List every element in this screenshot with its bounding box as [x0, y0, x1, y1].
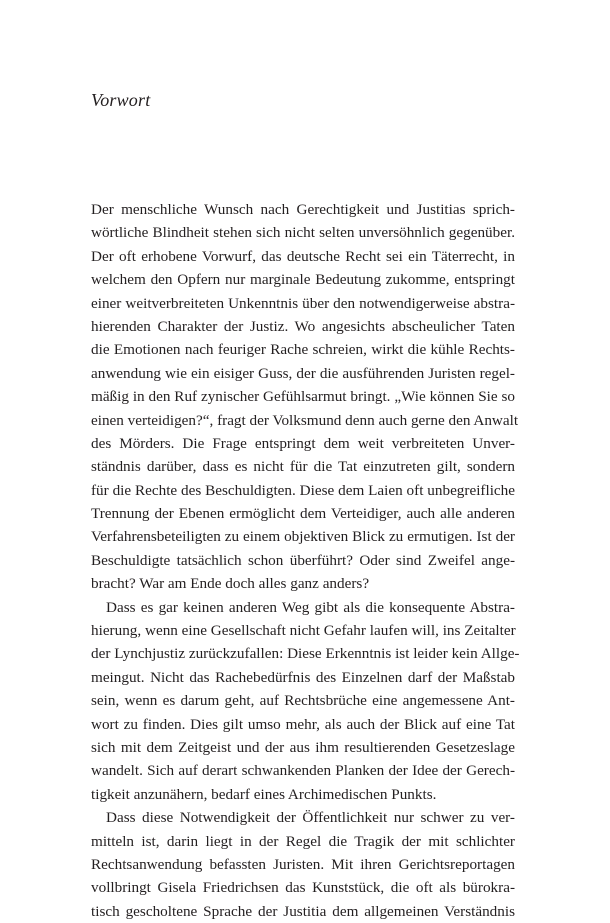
text-line: einen verteidigen?“, fragt der Volksmund denn auch gerne den Anwalt [91, 411, 519, 429]
text-line: ständnis darüber, dass es nicht für die Tat einzutreten gilt, sondern [91, 458, 515, 476]
text-line: einer weitverbreiteten Unkenntnis über den notwendigerweise abstra- [91, 294, 515, 312]
text-line: Verfahrensbeteiligten zu einem objektiven Blick zu ermutigen. Ist der [91, 528, 515, 546]
text-line: die Emotionen nach feuriger Rache schreien, wirkt die kühle Rechts- [91, 341, 515, 359]
text-line: des Mörders. Die Frage entspringt dem weit verbreiteten Unver- [91, 434, 515, 452]
text-line: welchem den Opfern nur marginale Bedeutung zukomme, entspringt [91, 271, 515, 289]
text-line: für die Rechte des Beschuldigten. Diese dem Laien oft unbegreifliche [91, 481, 515, 499]
chapter-heading: Vorwort [91, 90, 151, 110]
text-line: Beschuldigte tatsächlich schon überführt? Oder sind Zweifel ange- [91, 551, 515, 569]
text-line: Der oft erhobene Vorwurf, das deutsche Recht sei ein Täterrecht, in [91, 247, 515, 265]
text-line: hierenden Charakter der Justiz. Wo angesichts abscheulicher Taten [91, 317, 515, 335]
text-line: mitteln ist, darin liegt in der Regel die Tragik der mit schlichter [91, 832, 515, 850]
text-line: meingut. Nicht das Rachebedürfnis des Einzelnen darf der Maßstab [91, 668, 515, 686]
text-line: Der menschliche Wunsch nach Gerechtigkeit und Justitias sprich- [91, 201, 515, 218]
text-line: vollbringt Gisela Friedrichsen das Kunststück, die oft als bürokra- [91, 879, 515, 897]
text-line: anwendung wie ein eisiger Guss, der die ausführenden Juristen regel- [91, 364, 515, 382]
text-line: der Lynchjustiz zurückzufallen: Diese Erkenntnis ist leider kein Allge- [91, 645, 520, 663]
text-line: wort zu finden. Dies gilt umso mehr, als auch der Blick auf eine Tat [91, 715, 515, 733]
text-line: wandelt. Sich auf derart schwankenden Planken der Idee der Gerech- [91, 762, 515, 780]
text-line: Trennung der Ebenen ermöglicht dem Verteidiger, auch alle anderen [91, 505, 515, 523]
text-line: tisch gescholtene Sprache der Justitia dem allgemeinen Verständnis [91, 902, 515, 920]
text-line: hierung, wenn eine Gesellschaft nicht Gefahr laufen will, ins Zeitalter [91, 622, 516, 640]
text-line: Dass diese Notwendigkeit der Öffentlichkeit nur schwer zu ver- [106, 809, 515, 827]
text-line: Rechtsanwendung befassten Juristen. Mit ihren Gerichtsreportagen [91, 855, 515, 873]
text-line: Dass es gar keinen anderen Weg gibt als die konsequente Abstra- [106, 598, 515, 616]
text-line: sich mit dem Zeitgeist und der aus ihm resultierenden Gesetzeslage [91, 738, 515, 756]
text-line: tigkeit anzunähern, bedarf eines Archimedischen Punkts. [91, 785, 437, 803]
text-line: mäßig in den Ruf zynischer Gefühlsarmut bringt. „Wie können Sie so [91, 388, 515, 406]
text-line: bracht? War am Ende doch alles ganz anders? [91, 575, 370, 593]
text-line: wörtliche Blindheit stehen sich nicht selten unversöhnlich gegenüber. [91, 224, 515, 242]
body-text [91, 198, 520, 923]
text-line: sein, wenn es darum geht, auf Rechtsbrüche eine angemessene Ant- [91, 692, 515, 710]
